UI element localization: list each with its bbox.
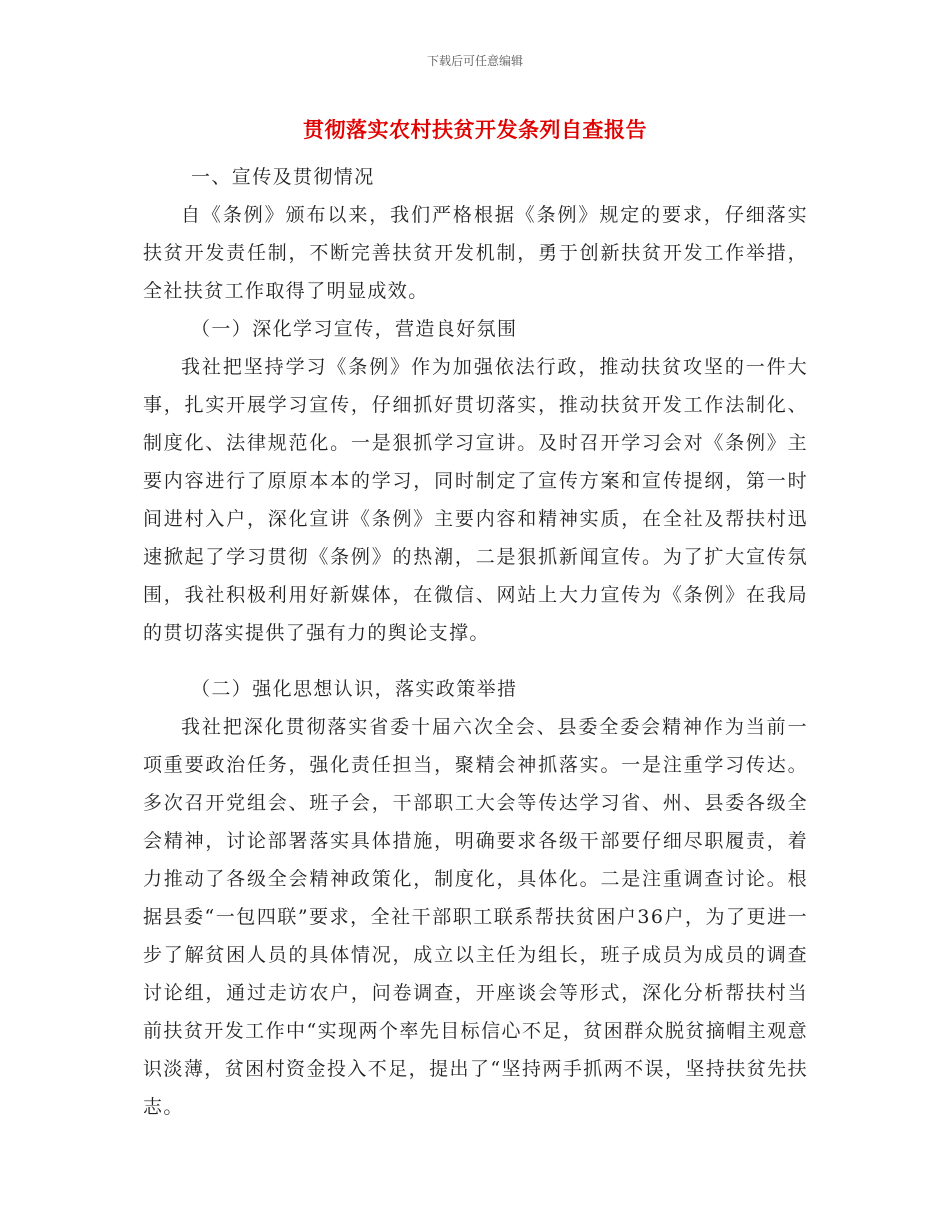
section-1-heading-block	[143, 158, 808, 652]
section-heading: 一、宣传及贯彻情况	[191, 166, 375, 188]
section-2-block	[143, 670, 808, 1126]
paragraph: 我社把坚持学习《条例》作为加强依法行政，推动扶贫攻坚的一件大事，扎实开展学习宣传，仔细抓好贯切落实，推动扶贫开发工作法制化、制度化、法律规范化。一是狠抓学习宣讲。及时召开学习会对《条例》主要内容进行了原原本本的学习，同时制定了宣传方案和宣传提纲，第一时间进村入户，深化宣讲《条例》主要内容和精神实质，在全社及帮扶村迅速掀起了学习贯彻《条例》的热潮，二是狠抓新闻宣传。为了扩大宣传氛围，我社积极利用好新媒体，在微信、网站上大力宣传为《条例》在我局的贯切落实提供了强有力的舆论支撑。	[143, 356, 808, 644]
subsection-heading: （一）深化学习宣传，营造良好氛围	[191, 318, 518, 340]
paragraph: 我社把深化贯彻落实省委十届六次全会、县委全委会精神作为当前一项重要政治任务，强化责任担当，聚精会神抓落实。一是注重学习传达。多次召开党组会、班子会，干部职工大会等传达学习省、州、县委各级全会精神，讨论部署落实具体措施，明确要求各级干部要仔细尽职履责，着力推动了各级全会精神政策化，制度化，具体化。二是注重调查讨论。根据县委“一包四联”要求，全社干部职工联系帮扶贫困户36户，为了更进一步了解贫困人员的具体情况，成立以主任为组长，班子成员为成员的调查讨论组，通过走访农户，问卷调查，开座谈会等形式，深化分析帮扶村当前扶贫开发工作中“实现两个率先目标信心不足，贫困群众脱贫摘帽主观意识淡薄，贫困村资金投入不足，提出了“坚持两手抓两不误，坚持扶贫先扶志。	[143, 716, 808, 1118]
document-title: 贯彻落实农村扶贫开发条列自查报告	[303, 117, 647, 142]
subsection-heading: （二）强化思想认识，落实政策举措	[191, 678, 518, 700]
paragraph: 自《条例》颁布以来，我们严格根据《条例》规定的要求，仔细落实扶贫开发责任制，不断完善扶贫开发机制，勇于创新扶贫开发工作举措，全社扶贫工作取得了明显成效。	[143, 204, 808, 302]
page-header: 下载后可任意编辑	[426, 54, 523, 68]
